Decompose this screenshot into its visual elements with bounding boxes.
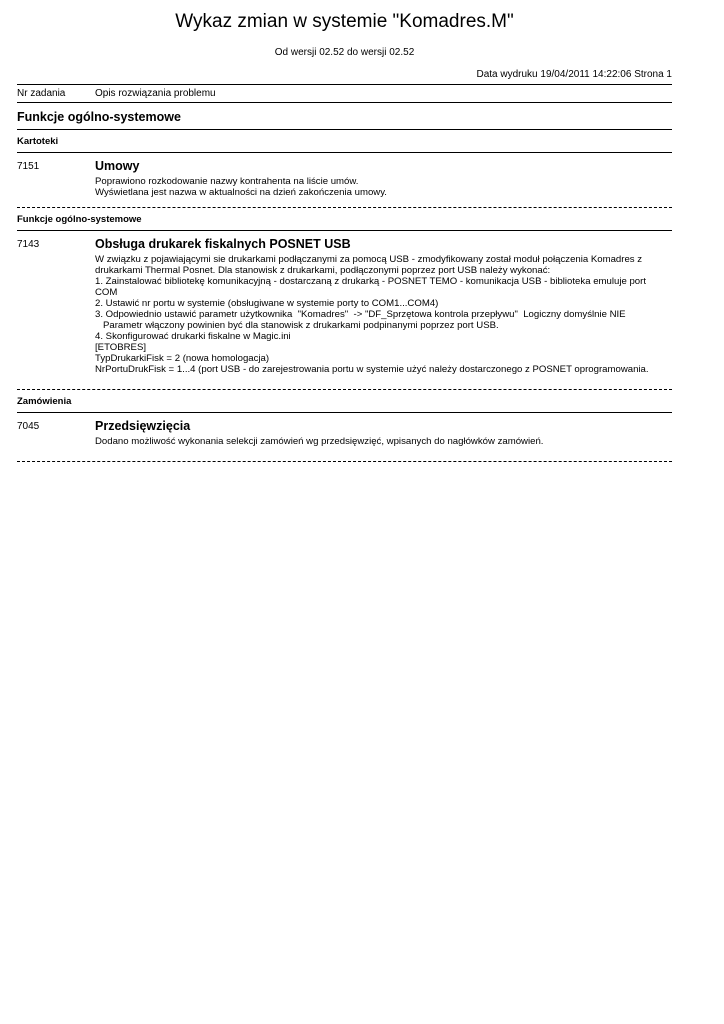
task-line: 2. Ustawić nr portu w systemie (obsługiwane w systemie porty to COM1...COM4) [95, 298, 439, 309]
task-body [95, 419, 672, 447]
column-header-nr: Nr zadania [17, 88, 66, 99]
task-number: 7143 [17, 239, 40, 250]
report-title: Wykaz zmian w systemie "Komadres.M" [175, 11, 514, 32]
task-line: Wyświetlana jest nazwa w aktualności na dzień zakończenia umowy. [95, 187, 387, 198]
task-body [95, 159, 672, 198]
task-line: Parametr włączony powinien być dla stanowisk z drukarkami podpinanymi poprzez port USB. [95, 320, 499, 331]
category-heading: Funkcje ogólno-systemowe [17, 214, 142, 225]
print-info: Data wydruku 19/04/2011 14:22:06 Strona 1 [476, 69, 672, 80]
task-title: Przedsięwzięcia [95, 419, 191, 433]
category-heading: Zamówienia [17, 396, 72, 407]
task-line: 1. Zainstalować bibliotekę komunikacyjną - dostarczaną z drukarką - POSNET TEMO - komunikacja USB - biblioteka emuluje port [95, 276, 646, 287]
task-body [95, 237, 672, 375]
column-header-desc: Opis rozwiązania problemu [95, 88, 216, 99]
task-entry [17, 413, 672, 461]
task-line: COM [95, 287, 118, 298]
column-header [17, 85, 672, 102]
task-title: Umowy [95, 159, 140, 173]
section-title: Funkcje ogólno-systemowe [17, 110, 181, 124]
task-entry [17, 153, 672, 207]
report-page [17, 0, 672, 462]
task-number: 7151 [17, 161, 40, 172]
category-heading: Kartoteki [17, 136, 59, 147]
task-line: NrPortuDrukFisk = 1...4 (port USB - do zarejestrowania portu w systemie użyć należy dostarczonego z POSNET oprogramowania. [95, 364, 649, 375]
task-separator [17, 461, 672, 462]
task-line: TypDrukarkiFisk = 2 (nowa homologacja) [95, 353, 270, 364]
task-entry [17, 231, 672, 389]
task-line: 4. Skonfigurować drukarki fiskalne w Magic.ini [95, 331, 291, 342]
task-line: drukarkami Thermal Posnet. Dla stanowisk z drukarkami, podłączonymi poprzez port USB należy wykonać: [95, 265, 551, 276]
task-number: 7045 [17, 421, 40, 432]
version-range: Od wersji 02.52 do wersji 02.52 [274, 47, 415, 58]
task-line: Dodano możliwość wykonania selekcji zamówień wg przedsięwzięć, wpisanych do nagłówków zamówień. [95, 436, 544, 447]
task-line: Poprawiono rozkodowanie nazwy kontrahenta na liście umów. [95, 176, 359, 187]
task-title: Obsługa drukarek fiskalnych POSNET USB [95, 237, 351, 251]
task-line: 3. Odpowiednio ustawić parametr użytkownika "Komadres" -> "DF_Sprzętowa kontrola przepływu" Logiczny domyślnie NIE [95, 309, 626, 320]
task-line: W związku z pojawiającymi sie drukarkami podłączanymi za pomocą USB - zmodyfikowany został moduł połączenia Komadres z [95, 254, 643, 265]
task-line: [ETOBRES] [95, 342, 147, 353]
